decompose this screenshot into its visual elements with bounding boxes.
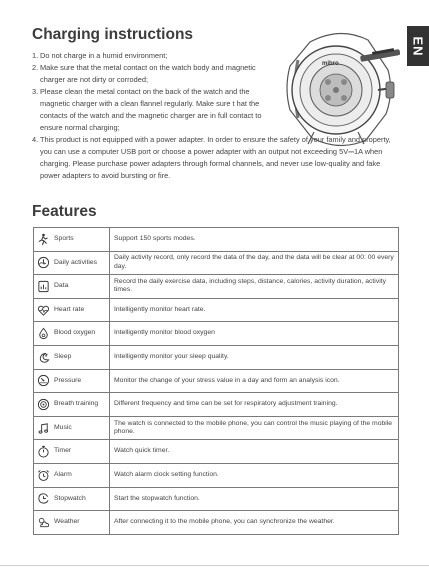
features-table xyxy=(33,227,399,535)
feature-description: Watch quick timer. xyxy=(110,440,399,464)
table-row xyxy=(34,463,399,487)
breath-training-icon xyxy=(37,398,50,411)
feature-name: Daily activities xyxy=(54,258,98,266)
feature-description: Intelligently monitor your sleep quality. xyxy=(110,345,399,369)
watch-charger-illustration xyxy=(270,30,400,148)
blood-oxygen-icon xyxy=(37,327,50,340)
feature-description: The watch is connected to the mobile phone, you can control the music playing of the mobile phone. xyxy=(110,416,399,440)
feature-name: Sleep xyxy=(54,353,72,361)
feature-description: Support 150 sports modes. xyxy=(110,228,399,252)
stopwatch-icon xyxy=(37,492,50,505)
table-row xyxy=(34,345,399,369)
feature-description: Start the stopwatch function. xyxy=(110,487,399,511)
feature-name: Weather xyxy=(54,518,80,526)
table-row xyxy=(34,228,399,252)
table-row xyxy=(34,487,399,511)
feature-description: Monitor the change of your stress value in a day and form an analysis icon. xyxy=(110,369,399,393)
instruction-number: 4. xyxy=(32,135,39,144)
feature-description: Intelligently monitor heart rate. xyxy=(110,298,399,322)
feature-name: Stopwatch xyxy=(54,494,86,502)
instruction-number: 3. xyxy=(32,87,39,96)
instruction-text: Please clean the metal contact on the back of the watch and the magnetic charger with a clean flannel regularly. Make sure t hat the contacts of the watch and the magnetic charger are in full contact to ensure normal charging; xyxy=(40,87,262,132)
timer-icon xyxy=(37,445,50,458)
table-row xyxy=(34,251,399,275)
data-icon xyxy=(37,280,50,293)
feature-name: Heart rate xyxy=(54,305,85,313)
footer-divider xyxy=(0,565,429,566)
instruction-number: 1. xyxy=(32,51,39,60)
charging-instructions-title: Charging instructions xyxy=(32,26,194,43)
table-row xyxy=(34,393,399,417)
feature-name: Timer xyxy=(54,447,72,455)
instruction-text: This product is not equipped with a power adapter. In order to ensure the safety of your family and property, you can use a computer USB port or choose a power adapter with an output not exceeding 5V⎓1A when charging. Please purchase power adapters through formal channels, and never use low-quality and fake power adapters to avoid bursting or fire. xyxy=(40,135,391,180)
table-row xyxy=(34,511,399,535)
feature-name: Sports xyxy=(54,235,74,243)
feature-description: After connecting it to the mobile phone, you can synchronize the weather. xyxy=(110,511,399,535)
table-row xyxy=(34,416,399,440)
feature-name: Breath training xyxy=(54,400,99,408)
table-row xyxy=(34,369,399,393)
table-row xyxy=(34,440,399,464)
feature-description: Watch alarm clock setting function. xyxy=(110,463,399,487)
pressure-icon xyxy=(37,374,50,387)
language-tab-label: EN xyxy=(410,35,426,57)
music-icon xyxy=(37,422,50,435)
alarm-icon xyxy=(37,469,50,482)
table-row xyxy=(34,298,399,322)
feature-name: Music xyxy=(54,423,72,431)
watch-back-icon xyxy=(270,30,400,148)
feature-description: Intelligently monitor blood oxygen xyxy=(110,322,399,346)
weather-icon xyxy=(37,516,50,529)
feature-name: Blood oxygen xyxy=(54,329,96,337)
language-tab xyxy=(407,26,429,66)
table-row xyxy=(34,322,399,346)
feature-description: Different frequency and time can be set for respiratory adjustment training. xyxy=(110,393,399,417)
feature-name: Data xyxy=(54,282,69,290)
instruction-text: Do not charge in a humid environment; xyxy=(40,51,168,60)
table-row xyxy=(34,275,399,299)
daily-activity-icon xyxy=(37,256,50,269)
heart-rate-icon xyxy=(37,304,50,317)
watch-brand-label: mibro xyxy=(322,61,339,67)
feature-name: Pressure xyxy=(54,376,82,384)
instruction-text: Make sure that the metal contact on the watch body and magnetic charger are not dirty or corroded; xyxy=(40,63,256,84)
feature-description: Record the daily exercise data, including steps, distance, calories, activity duration, activity times. xyxy=(110,275,399,299)
feature-name: Alarm xyxy=(54,470,72,478)
instruction-number: 2. xyxy=(32,63,39,72)
sleep-icon xyxy=(37,351,50,364)
feature-description: Daily activity record, only record the data of the day, and the data will be clear at 00: 00 every day. xyxy=(110,251,399,275)
features-title: Features xyxy=(32,203,97,220)
running-icon xyxy=(37,233,50,246)
